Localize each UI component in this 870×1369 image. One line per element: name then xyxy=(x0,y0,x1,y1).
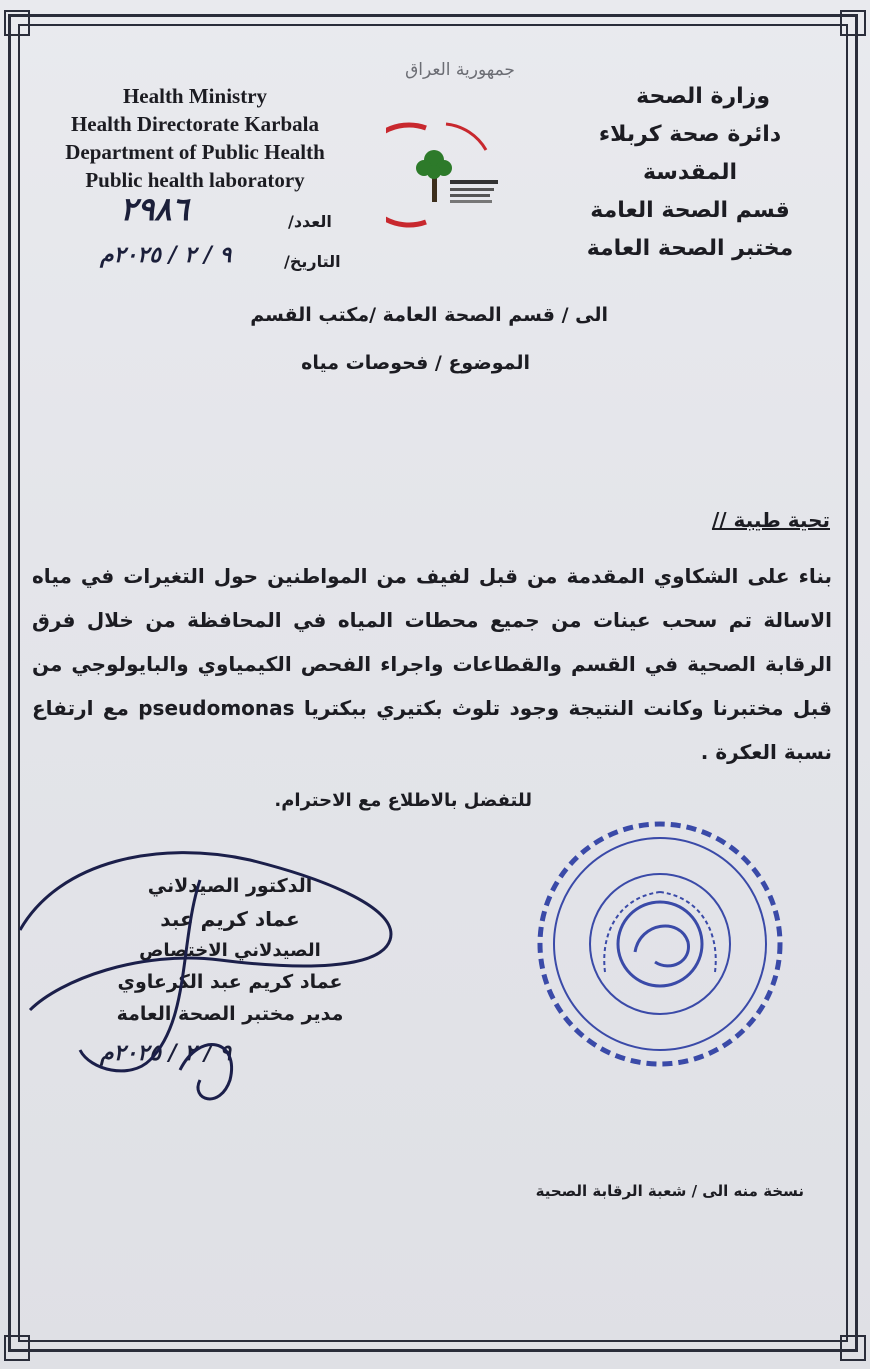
arabic-header-line: دائرة صحة كربلاء المقدسة xyxy=(598,122,782,185)
date-label: التاريخ/ xyxy=(284,252,341,271)
corner-ornament xyxy=(840,10,866,36)
signer-title: الدكتور الصيدلاني xyxy=(147,875,313,897)
corner-ornament xyxy=(840,1335,866,1361)
english-header-line: Health Ministry xyxy=(122,84,268,108)
subject-line: الموضوع / فحوصات مياه xyxy=(301,352,530,374)
arabic-letterhead xyxy=(550,78,830,268)
number-label: العدد/ xyxy=(288,212,332,231)
signer-full-name: عماد كريم عبد الكرعاوي xyxy=(117,971,343,993)
english-header-line: Health Directorate Karbala xyxy=(70,112,320,136)
signer-position: مدير مختبر الصحة العامة xyxy=(116,1003,344,1025)
recipient-line: الى / قسم الصحة العامة /مكتب القسم xyxy=(250,304,608,326)
official-stamp-icon xyxy=(530,812,790,1077)
letter-body: بناء على الشكاوي المقدمة من قبل لفيف من المواطنين حول التغيرات في مياه الاسالة تم سحب عينات من جميع محطات المياه في المحافظة من خلال فرق الرقابة الصحية في القسم والقطاعات واجراء الفحص الكيمياوي والبايولوجي من قبل مختبرنا وكانت النتيجة وجود تلوث بكتيري ببكتريا pseudomonas مع ارتفاع نسبة العكرة . xyxy=(32,564,832,764)
copy-to-line: نسخة منه الى / شعبة الرقابة الصحية xyxy=(535,1182,804,1200)
signer-name-stamp: عماد كريم عبد xyxy=(160,907,300,931)
english-header-line: Public health laboratory xyxy=(85,168,305,192)
corner-ornament xyxy=(4,1335,30,1361)
ministry-logo-icon xyxy=(386,120,506,230)
english-header-line: Department of Public Health xyxy=(65,140,325,164)
date-value: ٩ / ٢ / ٢٠٢٥م xyxy=(100,242,232,268)
greeting: تحية طيبة // xyxy=(711,508,830,532)
arabic-header-line: وزارة الصحة xyxy=(636,84,770,109)
signer-specialty: الصيدلاني الاختصاص xyxy=(139,940,321,961)
corner-ornament xyxy=(4,10,30,36)
signature-block xyxy=(40,870,420,1030)
number-value: ٢٩٨٦ xyxy=(120,190,189,228)
arabic-header-line: مختبر الصحة العامة xyxy=(586,236,794,261)
english-letterhead xyxy=(30,82,360,194)
closing-line: للتفضل بالاطلاع مع الاحترام. xyxy=(274,790,532,811)
republic-label: جمهورية العراق xyxy=(405,60,515,80)
signature-date: ٩ / ٢ / ٢٠٢٥م xyxy=(100,1040,232,1066)
arabic-header-line: قسم الصحة العامة xyxy=(590,198,790,223)
